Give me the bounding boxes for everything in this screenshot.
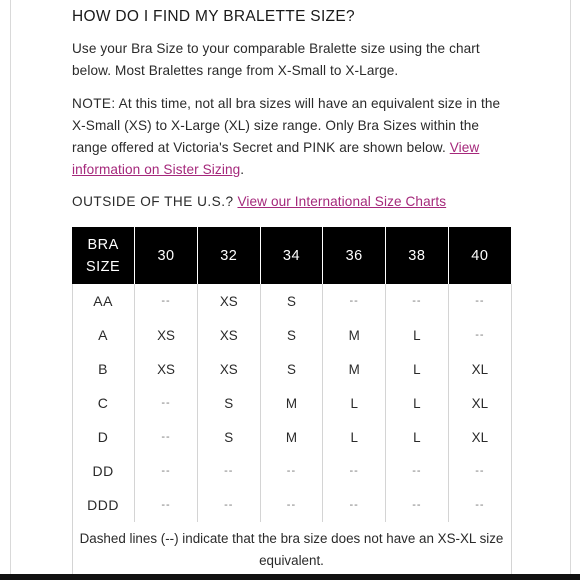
- size-cell: --: [135, 420, 198, 454]
- table-row: [72, 488, 511, 522]
- size-cell: --: [135, 454, 198, 488]
- intro-text: Use your Bra Size to your comparable Bralette size using the chart below. Most Bralettes range from X-Small to X-Large.: [72, 41, 480, 78]
- size-cell: M: [323, 318, 386, 352]
- size-cell: --: [323, 488, 386, 522]
- bra-size-header-line2: SIZE: [85, 258, 121, 275]
- size-cell: --: [386, 488, 449, 522]
- note-label: NOTE:: [72, 96, 116, 111]
- size-cell: --: [323, 454, 386, 488]
- table-footnote: Dashed lines (--) indicate that the bra size does not have an XS-XL size equivalent.: [79, 531, 504, 568]
- table-row: [72, 352, 511, 386]
- note-period: .: [240, 162, 245, 177]
- size-cell: L: [323, 420, 386, 454]
- band-header-34: 34: [260, 227, 323, 284]
- size-cell: L: [386, 420, 449, 454]
- band-header-40: 40: [448, 227, 511, 284]
- size-cell: L: [386, 352, 449, 386]
- cup-size-cell: DD: [92, 463, 114, 479]
- note-body: At this time, not all bra sizes will have an equivalent size in the X-Small (XS) to X-Large (XL) size range. Only Bra Sizes within the range offered at Victoria's Secret and PINK are shown below.: [72, 96, 501, 155]
- size-cell: S: [260, 284, 323, 318]
- size-cell: L: [323, 386, 386, 420]
- note-text: [72, 93, 512, 181]
- table-row: [72, 420, 511, 454]
- size-cell: --: [135, 386, 198, 420]
- size-cell: L: [386, 318, 449, 352]
- sister-sizing-link[interactable]: View information on Sister Sizing: [72, 140, 480, 177]
- size-cell: XL: [448, 420, 511, 454]
- bottom-edge-bar: [0, 574, 580, 580]
- table-row: [72, 284, 511, 318]
- size-cell: --: [197, 488, 260, 522]
- table-row: [72, 318, 511, 352]
- size-cell: M: [260, 420, 323, 454]
- size-cell: XL: [448, 386, 511, 420]
- outside-us-line: [72, 191, 512, 213]
- size-cell: --: [448, 488, 511, 522]
- size-cell: M: [260, 386, 323, 420]
- size-cell: L: [386, 386, 449, 420]
- outside-us-label: OUTSIDE OF THE U.S.?: [72, 194, 234, 209]
- size-cell: XL: [448, 352, 511, 386]
- international-size-charts-link[interactable]: View our International Size Charts: [237, 194, 447, 209]
- cup-size-cell: C: [97, 395, 109, 411]
- cup-size-cell: DDD: [87, 497, 120, 513]
- size-cell: XS: [197, 352, 260, 386]
- size-cell: XS: [197, 284, 260, 318]
- cup-size-cell: B: [98, 361, 109, 377]
- size-cell: --: [448, 318, 511, 352]
- left-divider: [10, 0, 11, 574]
- table-row: [72, 386, 511, 420]
- size-cell: XS: [197, 318, 260, 352]
- bralette-size-table: [72, 227, 511, 522]
- band-header-30: 30: [135, 227, 198, 284]
- size-cell: --: [448, 454, 511, 488]
- size-cell: S: [260, 352, 323, 386]
- size-cell: M: [323, 352, 386, 386]
- size-cell: S: [197, 386, 260, 420]
- bra-size-header: [72, 227, 135, 284]
- size-cell: --: [197, 454, 260, 488]
- table-right-border: [511, 284, 512, 574]
- table-row: [72, 454, 511, 488]
- size-cell: --: [260, 488, 323, 522]
- band-header-38: 38: [386, 227, 449, 284]
- size-cell: --: [323, 284, 386, 318]
- page-title: HOW DO I FIND MY BRALETTE SIZE?: [72, 8, 355, 25]
- band-header-32: 32: [197, 227, 260, 284]
- size-cell: --: [135, 488, 198, 522]
- size-cell: S: [197, 420, 260, 454]
- size-cell: S: [260, 318, 323, 352]
- size-cell: --: [260, 454, 323, 488]
- cup-size-cell: A: [98, 327, 109, 343]
- size-cell: --: [448, 284, 511, 318]
- size-cell: XS: [135, 318, 198, 352]
- size-cell: --: [386, 284, 449, 318]
- cup-size-cell: D: [97, 429, 109, 445]
- right-divider: [570, 0, 571, 574]
- table-header-row: [72, 227, 511, 284]
- size-cell: XS: [135, 352, 198, 386]
- cup-size-cell: AA: [93, 293, 113, 309]
- band-header-36: 36: [323, 227, 386, 284]
- size-cell: --: [386, 454, 449, 488]
- size-cell: --: [135, 284, 198, 318]
- bra-size-header-line1: BRA: [87, 236, 119, 253]
